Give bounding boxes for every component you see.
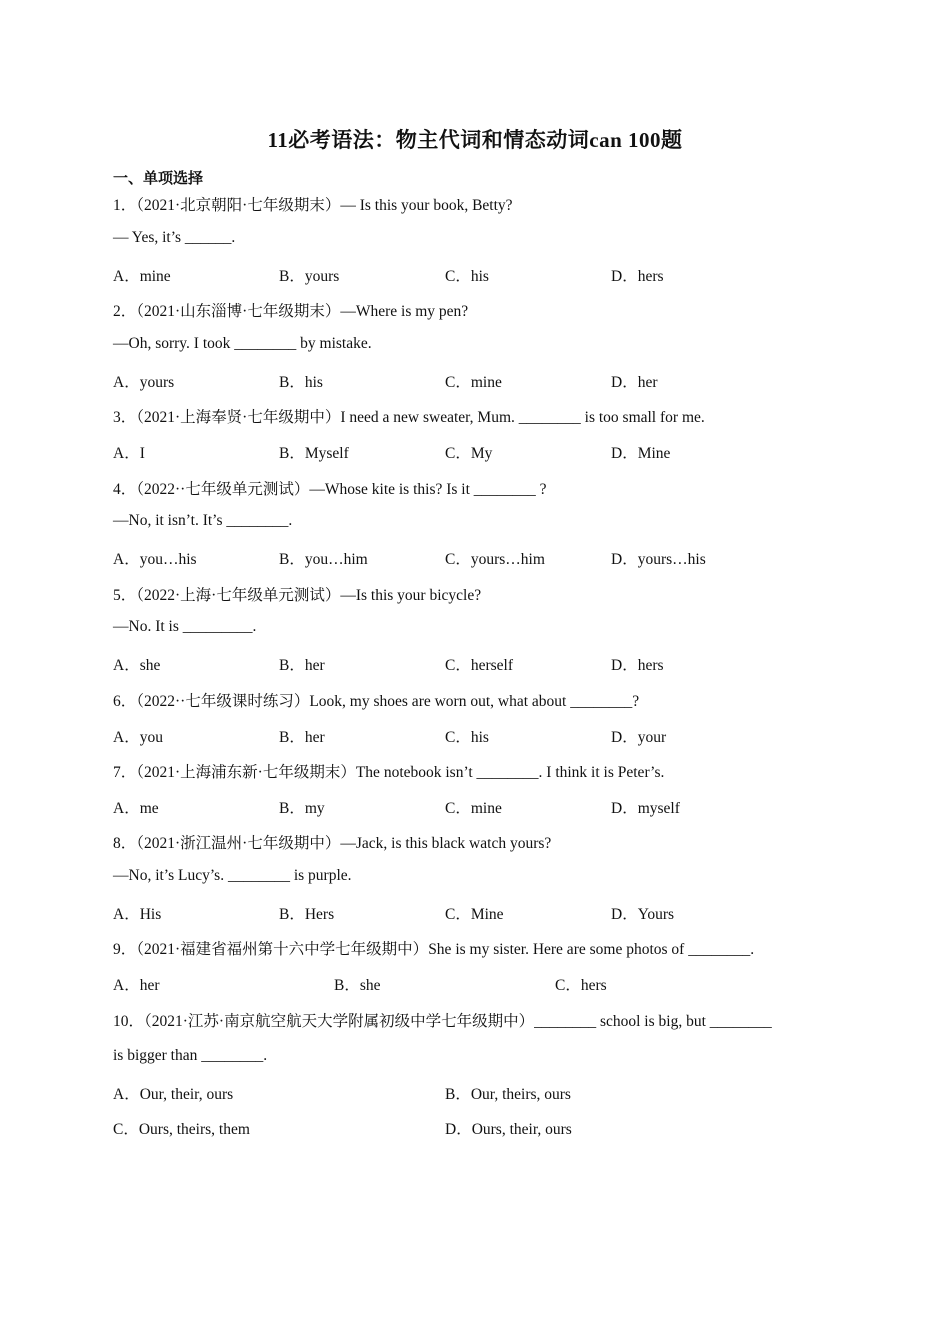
question-2	[113, 299, 468, 321]
question-source: （2022··七年级单元测试）	[136, 481, 310, 498]
option-d: D．Yours	[611, 906, 675, 923]
option-b: B．she	[334, 977, 381, 994]
question-text: —Is this your bicycle?	[340, 587, 482, 604]
page-title: 11必考语法：物主代词和情态动词can 100题	[267, 128, 683, 152]
option-b: B．Myself	[279, 445, 349, 462]
question-8	[113, 831, 551, 853]
option-a: A．she	[113, 657, 161, 674]
option-d: D．her	[611, 374, 658, 391]
question-9	[113, 937, 754, 959]
question-4	[113, 477, 547, 499]
option-b: B．her	[279, 657, 325, 674]
option-a: A．mine	[113, 268, 171, 285]
option-b: B．Hers	[279, 906, 335, 923]
question-number: 4．	[113, 481, 137, 498]
question-text: Look, my shoes are worn out, what about ________?	[309, 693, 640, 710]
option-b: B．his	[279, 374, 323, 391]
option-c: C．his	[445, 268, 489, 285]
question-text: ________ school is big, but ________	[534, 1013, 772, 1030]
option-b: B．you…him	[279, 551, 368, 568]
question-source: （2021·上海浦东新·七年级期末）	[136, 764, 356, 781]
question-text: I need a new sweater, Mum. ________ is too small for me.	[340, 409, 705, 426]
question-source: （2021·江苏·南京航空航天大学附属初级中学七年级期中）	[144, 1013, 535, 1030]
option-a: A．I	[113, 445, 145, 462]
option-d: D．your	[611, 729, 667, 746]
option-a: A．you…his	[113, 551, 197, 568]
question-text: The notebook isn’t ________. I think it is Peter’s.	[355, 764, 665, 781]
question-3	[113, 405, 705, 427]
option-b: B．Our, theirs, ours	[445, 1086, 571, 1103]
option-d: D．hers	[611, 657, 664, 674]
option-d: D．yours…his	[611, 551, 706, 568]
question-number: 1．	[113, 197, 137, 214]
question-1-line-2: — Yes, it’s ______.	[113, 229, 236, 246]
question-10-line-2: is bigger than ________.	[113, 1047, 268, 1064]
option-b: B．her	[279, 729, 325, 746]
question-4-line-2: —No, it isn’t. It’s ________.	[113, 512, 293, 529]
question-source: （2022··七年级课时练习）	[136, 693, 310, 710]
option-c: C．yours…him	[445, 551, 545, 568]
option-a: A．her	[113, 977, 160, 994]
question-number: 9．	[113, 941, 137, 958]
question-text: —Jack, is this black watch yours?	[340, 835, 552, 852]
question-source: （2021·山东淄博·七年级期末）	[136, 303, 341, 320]
question-number: 5．	[113, 587, 137, 604]
question-text: —Whose kite is this? Is it ________ ?	[309, 481, 547, 498]
option-a: A．yours	[113, 374, 175, 391]
question-text: —Where is my pen?	[340, 303, 469, 320]
option-c: C．My	[445, 445, 493, 462]
question-2-line-2: —Oh, sorry. I took ________ by mistake.	[113, 335, 372, 352]
question-text: She is my sister. Here are some photos of ________.	[428, 941, 755, 958]
question-8-line-2: —No, it’s Lucy’s. ________ is purple.	[113, 867, 352, 884]
option-d: D．myself	[611, 800, 680, 817]
option-a: A．Our, their, ours	[113, 1086, 234, 1103]
question-number: 7．	[113, 764, 137, 781]
option-b: B．my	[279, 800, 325, 817]
option-d: D．Ours, their, ours	[445, 1121, 572, 1138]
question-7	[113, 760, 664, 782]
question-source: （2022·上海·七年级单元测试）	[136, 587, 341, 604]
option-a: A．His	[113, 906, 162, 923]
question-number: 10．	[113, 1013, 145, 1030]
question-5	[113, 583, 481, 605]
question-number: 3．	[113, 409, 137, 426]
question-10	[113, 1009, 772, 1031]
option-c: C．hers	[555, 977, 607, 994]
option-b: B．yours	[279, 268, 340, 285]
option-d: D．hers	[611, 268, 664, 285]
option-c: C．mine	[445, 374, 502, 391]
option-c: C．herself	[445, 657, 514, 674]
question-number: 8．	[113, 835, 137, 852]
option-c: C．his	[445, 729, 489, 746]
option-c: C．Mine	[445, 906, 504, 923]
question-number: 6．	[113, 693, 137, 710]
option-d: D．Mine	[611, 445, 671, 462]
question-5-line-2: —No. It is _________.	[113, 618, 257, 635]
option-a: A．me	[113, 800, 159, 817]
question-number: 2．	[113, 303, 137, 320]
option-a: A．you	[113, 729, 163, 746]
section-heading: 一、单项选择	[113, 171, 204, 187]
question-source: （2021·浙江温州·七年级期中）	[136, 835, 341, 852]
question-6	[113, 689, 639, 711]
question-source: （2021·北京朝阳·七年级期末）	[136, 197, 341, 214]
question-text: — Is this your book, Betty?	[340, 197, 513, 214]
question-source: （2021·福建省福州第十六中学七年级期中）	[136, 941, 429, 958]
option-c: C．Ours, theirs, them	[113, 1121, 250, 1138]
question-source: （2021·上海奉贤·七年级期中）	[136, 409, 341, 426]
question-1	[113, 193, 513, 215]
option-c: C．mine	[445, 800, 502, 817]
